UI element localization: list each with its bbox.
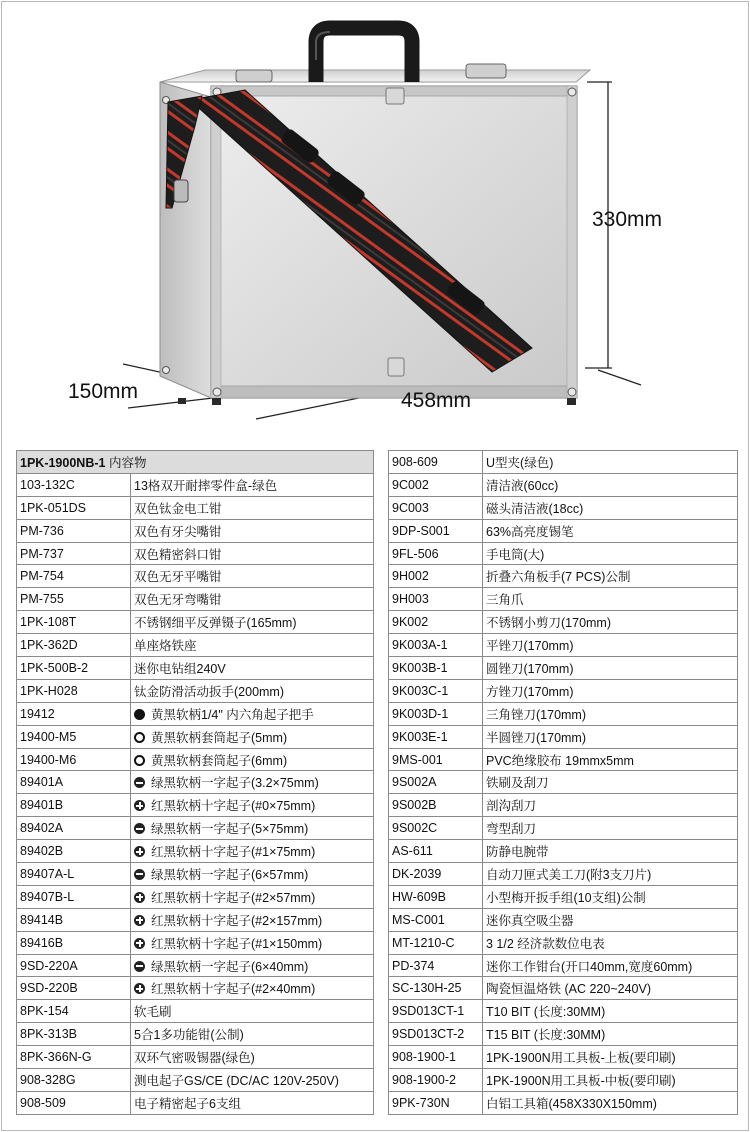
description-text: 白铝工具箱(458X330X150mm) — [486, 1096, 657, 1111]
description-text: 黄黑软柄1/4" 内六角起子把手 — [151, 707, 314, 722]
description-text: 小型梅开扳手组(10支组)公制 — [486, 890, 646, 905]
part-number-cell: 9S002B — [389, 794, 483, 817]
description-text: 单座烙铁座 — [134, 639, 197, 654]
description-cell — [131, 725, 374, 748]
description-cell — [483, 794, 738, 817]
description-text: 铁刷及刮刀 — [486, 776, 549, 791]
description-cell — [131, 931, 374, 954]
description-cell — [131, 611, 374, 634]
part-number-cell: 19412 — [17, 702, 131, 725]
table-row — [389, 679, 738, 702]
part-number-cell: 9PK-730N — [389, 1091, 483, 1114]
table-row — [17, 588, 374, 611]
part-number-cell: PM-736 — [17, 519, 131, 542]
table-row — [17, 1069, 374, 1092]
table-row — [389, 611, 738, 634]
slotted-screwdriver-icon — [134, 869, 145, 880]
table-row — [17, 885, 374, 908]
description-cell — [131, 657, 374, 680]
description-text: 双环气密吸锡器(绿色) — [134, 1051, 255, 1066]
table-row — [17, 702, 374, 725]
description-cell — [483, 1091, 738, 1114]
part-number-cell: PM-755 — [17, 588, 131, 611]
description-text: 红黑软柄十字起子(#1×75mm) — [151, 845, 316, 860]
part-number-cell: 8PK-366N-G — [17, 1046, 131, 1069]
description-text: 不锈钢细平反弹镊子(165mm) — [134, 616, 297, 631]
table-row — [389, 1000, 738, 1023]
description-cell — [131, 473, 374, 496]
part-number-cell: 908-1900-1 — [389, 1046, 483, 1069]
table-row — [389, 451, 738, 474]
description-text: 平锉刀(170mm) — [486, 639, 574, 654]
description-text: 弯型刮刀 — [486, 822, 537, 837]
description-cell — [131, 817, 374, 840]
description-text: 磁头清洁液(18cc) — [486, 501, 584, 516]
phillips-screwdriver-icon — [134, 800, 145, 811]
description-cell — [131, 954, 374, 977]
table-row — [389, 1091, 738, 1114]
description-cell — [483, 817, 738, 840]
description-text: 1PK-1900N用工具板-上板(要印刷) — [486, 1051, 676, 1066]
phillips-screwdriver-icon — [134, 915, 145, 926]
part-number-cell: 19400-M5 — [17, 725, 131, 748]
table-row — [389, 542, 738, 565]
description-text: 防静电腕带 — [486, 845, 549, 860]
table-row — [389, 588, 738, 611]
description-cell — [483, 1023, 738, 1046]
part-number-cell: 9H003 — [389, 588, 483, 611]
kit-code: 1PK-1900NB-1 — [20, 455, 106, 470]
table-row — [17, 519, 374, 542]
part-number-cell: 8PK-313B — [17, 1023, 131, 1046]
description-cell — [131, 679, 374, 702]
description-text: 手电筒(大) — [486, 547, 545, 562]
part-number-cell: 89416B — [17, 931, 131, 954]
table-row — [17, 657, 374, 680]
description-text: 红黑软柄十字起子(#1×150mm) — [151, 936, 323, 951]
description-text: 陶瓷恒温烙铁 (AC 220~240V) — [486, 982, 651, 997]
description-cell — [131, 1069, 374, 1092]
table-row — [17, 611, 374, 634]
description-text: 黄黑软柄套筒起子(6mm) — [151, 753, 288, 768]
header-label: 内容物 — [108, 455, 147, 470]
table-row — [17, 634, 374, 657]
table-row — [389, 794, 738, 817]
part-number-cell: MS-C001 — [389, 908, 483, 931]
part-number-cell: HW-609B — [389, 885, 483, 908]
part-number-cell: 9C002 — [389, 473, 483, 496]
part-number-cell: DK-2039 — [389, 863, 483, 886]
part-number-cell: 1PK-051DS — [17, 496, 131, 519]
description-text: 红黑软柄十字起子(#0×75mm) — [151, 799, 316, 814]
table-row — [17, 977, 374, 1000]
description-cell — [483, 885, 738, 908]
description-cell — [131, 771, 374, 794]
description-cell — [131, 908, 374, 931]
description-text: 软毛刷 — [134, 1005, 172, 1020]
description-text: 圆锉刀(170mm) — [486, 661, 574, 676]
table-row — [389, 977, 738, 1000]
description-cell — [483, 840, 738, 863]
height-dimension-label: 330mm — [592, 208, 663, 231]
table-row — [389, 565, 738, 588]
description-text: T10 BIT (长度:30MM) — [486, 1005, 606, 1020]
description-text: 三角爪 — [486, 593, 524, 608]
part-number-cell: 9K002 — [389, 611, 483, 634]
description-cell — [483, 496, 738, 519]
description-text: 红黑软柄十字起子(#2×40mm) — [151, 982, 316, 997]
part-number-cell: AS-611 — [389, 840, 483, 863]
depth-dimension-label: 150mm — [68, 380, 139, 403]
description-text: 电子精密起子6支组 — [134, 1096, 241, 1111]
table-row — [389, 771, 738, 794]
table-row — [17, 725, 374, 748]
description-cell — [483, 473, 738, 496]
table-row — [17, 908, 374, 931]
part-number-cell: 9DP-S001 — [389, 519, 483, 542]
part-number-cell: 89414B — [17, 908, 131, 931]
description-text: 绿黑软柄一字起子(5×75mm) — [151, 822, 309, 837]
part-number-cell: 89401A — [17, 771, 131, 794]
description-cell — [131, 542, 374, 565]
description-cell — [131, 496, 374, 519]
description-text: 红黑软柄十字起子(#2×157mm) — [151, 913, 323, 928]
table-row — [17, 817, 374, 840]
description-cell — [131, 1046, 374, 1069]
part-number-cell: 89402B — [17, 840, 131, 863]
part-number-cell: 9K003B-1 — [389, 657, 483, 680]
description-cell — [131, 565, 374, 588]
description-cell — [131, 702, 374, 725]
part-number-cell: 89401B — [17, 794, 131, 817]
table-row — [17, 1091, 374, 1114]
description-text: 双色无牙弯嘴钳 — [134, 593, 222, 608]
table-row — [17, 542, 374, 565]
description-text: 黄黑软柄套筒起子(5mm) — [151, 730, 288, 745]
description-text: 63%高亮度锡笔 — [486, 524, 574, 539]
part-number-cell: 908-509 — [17, 1091, 131, 1114]
slotted-screwdriver-icon — [134, 961, 145, 972]
table-row — [389, 817, 738, 840]
table-row — [389, 519, 738, 542]
description-text: T15 BIT (长度:30MM) — [486, 1028, 606, 1043]
description-text: 不锈钢小剪刀(170mm) — [486, 616, 612, 631]
ring-circle-icon — [134, 732, 145, 743]
part-number-cell: 19400-M6 — [17, 748, 131, 771]
part-number-cell: 9K003C-1 — [389, 679, 483, 702]
part-number-cell: 1PK-H028 — [17, 679, 131, 702]
description-cell — [131, 885, 374, 908]
description-text: 自动刀匣式美工刀(附3支刀片) — [486, 867, 652, 882]
description-cell — [131, 519, 374, 542]
table-row — [17, 771, 374, 794]
description-cell — [483, 977, 738, 1000]
description-text: 双色无牙平嘴钳 — [134, 570, 222, 585]
filled-circle-icon — [134, 709, 145, 720]
description-cell — [483, 1046, 738, 1069]
description-cell — [131, 1000, 374, 1023]
part-number-cell: 103-132C — [17, 473, 131, 496]
table-row — [389, 1069, 738, 1092]
description-text: 双色有牙尖嘴钳 — [134, 524, 222, 539]
part-number-cell: 9C003 — [389, 496, 483, 519]
description-cell — [131, 1091, 374, 1114]
table-row — [17, 1046, 374, 1069]
part-number-cell: 89402A — [17, 817, 131, 840]
part-number-cell: 1PK-108T — [17, 611, 131, 634]
description-cell — [483, 634, 738, 657]
part-number-cell: PM-737 — [17, 542, 131, 565]
description-cell — [131, 748, 374, 771]
description-text: PVC绝缘胶布 19mmx5mm — [486, 753, 634, 768]
table-row — [389, 634, 738, 657]
table-row — [389, 840, 738, 863]
description-cell — [483, 1000, 738, 1023]
table-row — [17, 931, 374, 954]
part-number-cell: 89407A-L — [17, 863, 131, 886]
description-text: 5合1多功能钳(公制) — [134, 1028, 244, 1043]
description-cell — [131, 977, 374, 1000]
part-number-cell: PM-754 — [17, 565, 131, 588]
description-text: 折叠六角板手(7 PCS)公制 — [486, 570, 631, 585]
table-row — [17, 840, 374, 863]
description-text: 迷你工作钳台(开口40mm,宽度60mm) — [486, 959, 693, 974]
description-text: 绿黑软柄一字起子(6×57mm) — [151, 867, 309, 882]
description-cell — [131, 794, 374, 817]
part-number-cell: 8PK-154 — [17, 1000, 131, 1023]
description-cell — [131, 1023, 374, 1046]
table-row — [17, 748, 374, 771]
table-row — [389, 885, 738, 908]
contents-table-left — [16, 450, 374, 1115]
description-cell — [483, 565, 738, 588]
phillips-screwdriver-icon — [134, 846, 145, 857]
description-cell — [131, 588, 374, 611]
part-number-cell: MT-1210-C — [389, 931, 483, 954]
table-row — [17, 1000, 374, 1023]
table-row — [389, 657, 738, 680]
table-row — [389, 473, 738, 496]
description-text: 13格双开耐摔零件盒-绿色 — [134, 478, 278, 493]
description-text: 迷你电钻组240V — [134, 661, 226, 676]
table-row — [389, 496, 738, 519]
part-number-cell: 9H002 — [389, 565, 483, 588]
description-text: 绿黑软柄一字起子(6×40mm) — [151, 959, 309, 974]
description-cell — [483, 908, 738, 931]
description-text: 红黑软柄十字起子(#2×57mm) — [151, 890, 316, 905]
description-cell — [131, 863, 374, 886]
description-cell — [483, 954, 738, 977]
table-row — [17, 1023, 374, 1046]
table-row — [17, 679, 374, 702]
description-cell — [483, 702, 738, 725]
description-text: 双色精密斜口钳 — [134, 547, 222, 562]
ring-circle-icon — [134, 755, 145, 766]
part-number-cell: 9SD-220A — [17, 954, 131, 977]
description-cell — [483, 931, 738, 954]
description-text: 测电起子GS/CE (DC/AC 120V-250V) — [134, 1073, 339, 1088]
table-row — [389, 908, 738, 931]
header-cell — [17, 451, 374, 474]
phillips-screwdriver-icon — [134, 983, 145, 994]
description-cell — [131, 634, 374, 657]
description-text: 半圆锉刀(170mm) — [486, 730, 587, 745]
description-text: 迷你真空吸尘器 — [486, 913, 574, 928]
part-number-cell: 89407B-L — [17, 885, 131, 908]
table-row — [17, 794, 374, 817]
width-dimension-label: 458mm — [401, 389, 472, 412]
table-header-row — [17, 451, 374, 474]
table-row — [17, 565, 374, 588]
part-number-cell: 9MS-001 — [389, 748, 483, 771]
part-number-cell: 908-328G — [17, 1069, 131, 1092]
contents-table-right — [388, 450, 738, 1115]
table-row — [17, 473, 374, 496]
part-number-cell: 9K003D-1 — [389, 702, 483, 725]
description-cell — [483, 542, 738, 565]
description-text: 清洁液(60cc) — [486, 478, 559, 493]
description-text: 方锉刀(170mm) — [486, 684, 574, 699]
table-row — [389, 1023, 738, 1046]
part-number-cell: 9FL-506 — [389, 542, 483, 565]
part-number-cell: 9S002A — [389, 771, 483, 794]
description-text: 三角锉刀(170mm) — [486, 707, 587, 722]
description-text: 1PK-1900N用工具板-中板(要印刷) — [486, 1073, 676, 1088]
description-cell — [131, 840, 374, 863]
part-number-cell: 1PK-362D — [17, 634, 131, 657]
description-cell — [483, 451, 738, 474]
description-cell — [483, 771, 738, 794]
table-row — [389, 725, 738, 748]
phillips-screwdriver-icon — [134, 892, 145, 903]
slotted-screwdriver-icon — [134, 823, 145, 834]
slotted-screwdriver-icon — [134, 777, 145, 788]
description-text: 绿黑软柄一字起子(3.2×75mm) — [151, 776, 319, 791]
description-text: U型夹(绿色) — [486, 455, 554, 470]
part-number-cell: 908-1900-2 — [389, 1069, 483, 1092]
table-row — [389, 954, 738, 977]
description-cell — [483, 588, 738, 611]
description-text: 3 1/2 经济款数位电表 — [486, 936, 605, 951]
part-number-cell: 908-609 — [389, 451, 483, 474]
part-number-cell: PD-374 — [389, 954, 483, 977]
part-number-cell: 9K003A-1 — [389, 634, 483, 657]
table-row — [389, 863, 738, 886]
table-row — [17, 863, 374, 886]
part-number-cell: 1PK-500B-2 — [17, 657, 131, 680]
description-text: 双色钛金电工钳 — [134, 501, 222, 516]
description-cell — [483, 725, 738, 748]
part-number-cell: 9K003E-1 — [389, 725, 483, 748]
description-text: 钛金防滑活动扳手(200mm) — [134, 684, 285, 699]
description-cell — [483, 657, 738, 680]
table-row — [389, 931, 738, 954]
description-text: 剖沟刮刀 — [486, 799, 537, 814]
description-cell — [483, 863, 738, 886]
phillips-screwdriver-icon — [134, 938, 145, 949]
table-row — [389, 702, 738, 725]
table-row — [17, 496, 374, 519]
description-cell — [483, 519, 738, 542]
part-number-cell: 9SD013CT-2 — [389, 1023, 483, 1046]
description-cell — [483, 679, 738, 702]
table-row — [17, 954, 374, 977]
table-row — [389, 748, 738, 771]
part-number-cell: 9SD013CT-1 — [389, 1000, 483, 1023]
table-row — [389, 1046, 738, 1069]
description-cell — [483, 611, 738, 634]
part-number-cell: SC-130H-25 — [389, 977, 483, 1000]
description-cell — [483, 1069, 738, 1092]
part-number-cell: 9SD-220B — [17, 977, 131, 1000]
description-cell — [483, 748, 738, 771]
part-number-cell: 9S002C — [389, 817, 483, 840]
